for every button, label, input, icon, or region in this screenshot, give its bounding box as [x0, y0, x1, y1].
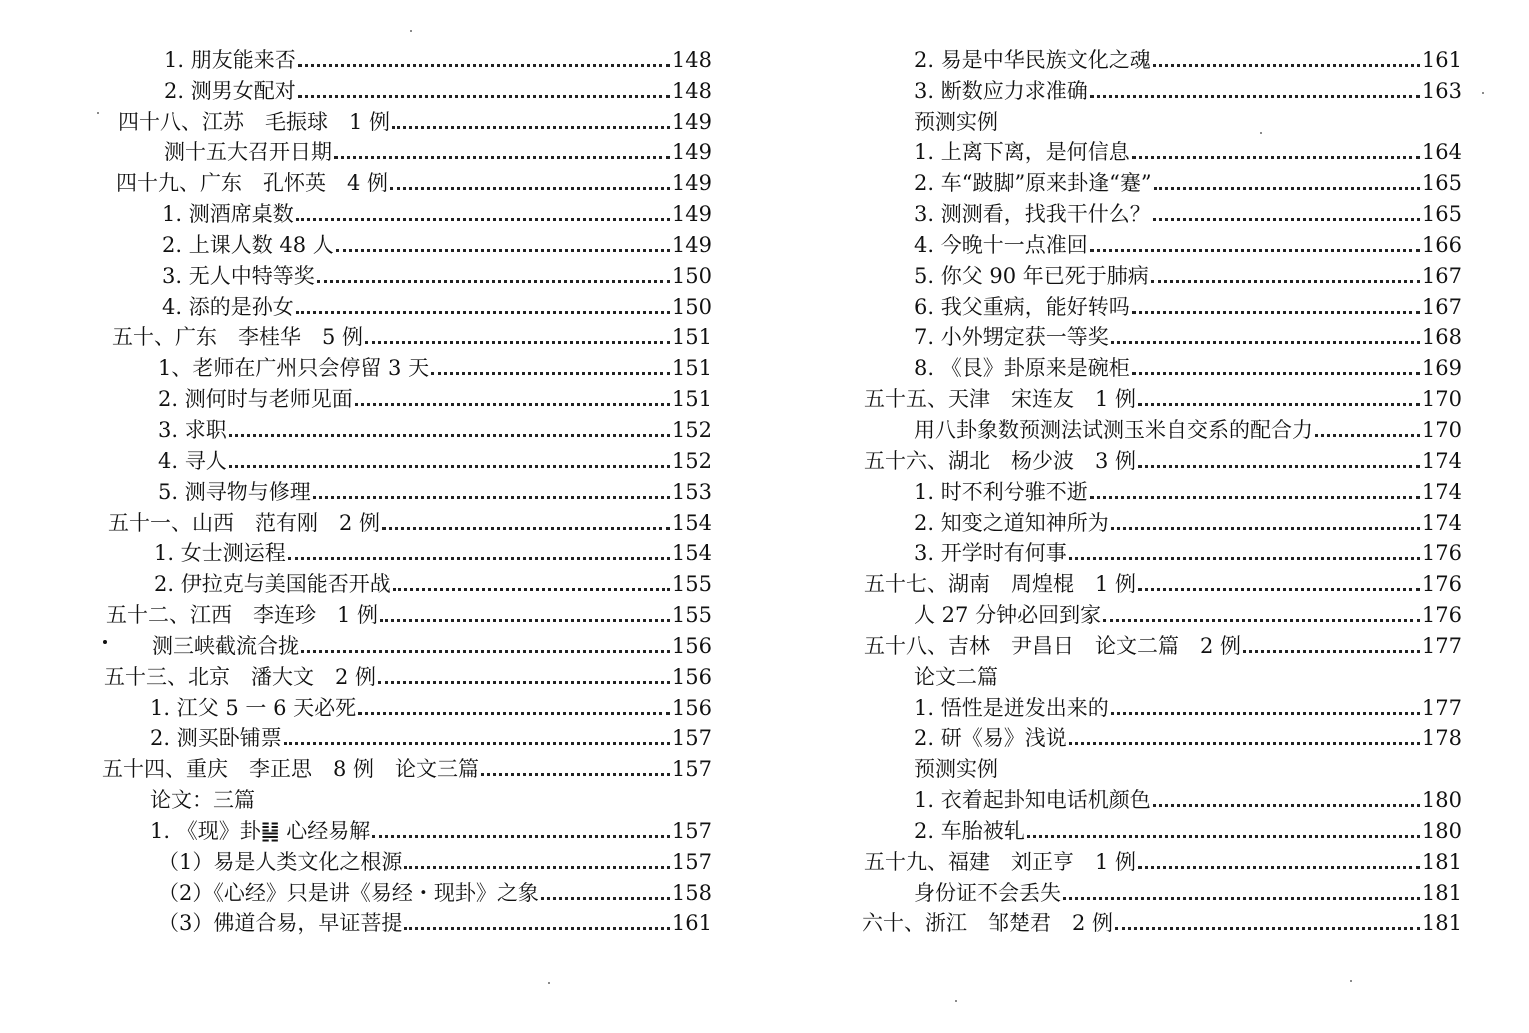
toc-entry-title: 4. 今晚十一点准回 [914, 232, 1088, 257]
toc-entry [862, 289, 1462, 320]
toc-page-number: 150 [671, 263, 712, 288]
toc-entry [862, 875, 1462, 906]
dot-leader [1111, 341, 1420, 344]
toc-page-number: 176 [1421, 541, 1462, 566]
dot-leader [372, 835, 670, 838]
toc-entry-title: 预测实例 [914, 109, 998, 134]
scan-speck [1350, 980, 1352, 982]
toc-entry-title: 六十、浙江 邹楚君 2 例 [862, 911, 1114, 936]
toc-entry [100, 875, 712, 906]
toc-entry [862, 751, 1462, 782]
toc-page-number: 151 [671, 356, 712, 381]
dot-leader [1315, 434, 1420, 437]
toc-entry [100, 135, 712, 166]
toc-entry-title: 1. 江父 5 一 6 天必死 [150, 695, 357, 720]
toc-entry [862, 782, 1462, 813]
toc-entry [100, 505, 712, 536]
toc-entry [100, 844, 712, 875]
toc-page-number: 152 [671, 448, 712, 473]
toc-page-number: 151 [671, 387, 712, 412]
toc-entry-title: 2. 伊拉克与美国能否开战 [154, 572, 391, 597]
dot-leader [1103, 619, 1420, 622]
dot-leader [301, 650, 670, 653]
toc-page-number: 149 [671, 202, 712, 227]
toc-page-number: 157 [671, 818, 712, 843]
toc-page-number: 174 [1421, 510, 1462, 535]
toc-entry [100, 350, 712, 381]
dot-leader [317, 280, 670, 283]
toc-entry [862, 227, 1462, 258]
dot-leader [1243, 650, 1420, 653]
toc-page-number: 165 [1421, 171, 1462, 196]
scan-speck [97, 112, 99, 114]
dot-leader [382, 527, 670, 530]
toc-entry [862, 443, 1462, 474]
toc-page-number: 163 [1421, 78, 1462, 103]
toc-entry-title: 五十一、山西 范有刚 2 例 [108, 510, 381, 535]
toc-entry [100, 782, 712, 813]
toc-entry [862, 258, 1462, 289]
toc-page-number: 176 [1421, 603, 1462, 628]
toc-page-number: 177 [1421, 695, 1462, 720]
toc-entry-title: 1. 女士测运程 [154, 541, 286, 566]
toc-entry [100, 104, 712, 135]
toc-entry-title: 2. 测买卧铺票 [150, 726, 282, 751]
dot-leader [1115, 927, 1420, 930]
toc-entry-title: 1. 测酒席桌数 [162, 202, 294, 227]
dot-leader [1027, 835, 1420, 838]
toc-page-number: 161 [671, 911, 712, 936]
dot-leader [393, 588, 670, 591]
toc-entry-title: 用八卦象数预测法试测玉米自交系的配合力 [914, 417, 1313, 442]
toc-page-number: 167 [1421, 294, 1462, 319]
dot-leader [1111, 527, 1420, 530]
toc-page-number: 156 [671, 695, 712, 720]
toc-page-number: 164 [1421, 140, 1462, 165]
toc-page-number: 180 [1421, 788, 1462, 813]
toc-page-number: 178 [1421, 726, 1462, 751]
dot-leader [229, 434, 670, 437]
toc-page-number: 149 [671, 171, 712, 196]
toc-entry-title: 预测实例 [914, 757, 998, 782]
toc-entry [100, 227, 712, 258]
toc-entry [862, 73, 1462, 104]
toc-entry-title: 四十九、广东 孔怀英 4 例 [116, 171, 389, 196]
toc-entry-title: 3. 无人中特等奖 [162, 263, 315, 288]
toc-page-number: 169 [1421, 356, 1462, 381]
toc-entry [100, 813, 712, 844]
toc-entry [862, 42, 1462, 73]
toc-page-number: 181 [1421, 911, 1462, 936]
toc-entry-title: 4. 寻人 [158, 448, 227, 473]
toc-page-number: 149 [671, 232, 712, 257]
toc-entry [100, 628, 712, 659]
toc-entry-title: 6. 我父重病，能好转吗 [914, 294, 1130, 319]
toc-page-number: 165 [1421, 202, 1462, 227]
scan-speck [1260, 132, 1262, 134]
dot-leader [313, 496, 670, 499]
toc-entry-title: 人 27 分钟必回到家 [914, 603, 1102, 628]
scan-speck [103, 640, 107, 644]
toc-page-number: 170 [1421, 387, 1462, 412]
dot-leader [336, 249, 670, 252]
toc-page-number: 155 [671, 603, 712, 628]
toc-entry-title: 测三峡截流合拢 [152, 633, 299, 658]
dot-leader [1090, 496, 1420, 499]
toc-entry [862, 813, 1462, 844]
toc-entry [100, 42, 712, 73]
dot-leader [390, 187, 670, 190]
toc-entry-title: 1、老师在广州只会停留 3 天 [158, 356, 430, 381]
toc-page-number: 148 [671, 47, 712, 72]
toc-entry [862, 597, 1462, 628]
toc-entry [100, 751, 712, 782]
toc-entry-title: 2. 上课人数 48 人 [162, 232, 334, 257]
dot-leader [298, 64, 670, 67]
toc-entry-title: 五十三、北京 潘大文 2 例 [104, 664, 377, 689]
toc-entry [862, 721, 1462, 752]
toc-page-number: 149 [671, 140, 712, 165]
toc-page-number: 154 [671, 510, 712, 535]
toc-entry-title: 1. 衣着起卦知电话机颜色 [914, 788, 1151, 813]
dot-leader [1132, 311, 1420, 314]
toc-entry [100, 906, 712, 937]
dot-leader [284, 742, 670, 745]
dot-leader [296, 311, 670, 314]
toc-entry-title: 身份证不会丢失 [914, 880, 1061, 905]
dot-leader [404, 927, 670, 930]
toc-page-number: 170 [1421, 417, 1462, 442]
toc-page-number: 148 [671, 78, 712, 103]
toc-entry-title: 测十五大召开日期 [164, 140, 332, 165]
toc-entry-title: 五十二、江西 李连珍 1 例 [106, 603, 379, 628]
toc-entry-title: 8. 《艮》卦原来是碗柜 [914, 356, 1130, 381]
toc-page-number: 180 [1421, 818, 1462, 843]
dot-leader [1151, 280, 1420, 283]
dot-leader [404, 866, 670, 869]
toc-page-number: 154 [671, 541, 712, 566]
toc-entry [100, 597, 712, 628]
toc-entry-title: 7. 小外甥定获一等奖 [914, 325, 1109, 350]
toc-entry-title: 五十五、天津 宋连友 1 例 [864, 387, 1137, 412]
toc-entry-title: 2. 测何时与老师见面 [158, 387, 353, 412]
toc-entry [862, 320, 1462, 351]
dot-leader [1069, 742, 1420, 745]
toc-page-number: 166 [1421, 232, 1462, 257]
toc-entry [100, 474, 712, 505]
dot-leader [541, 897, 670, 900]
toc-entry [862, 104, 1462, 135]
dot-leader [365, 341, 670, 344]
dot-leader [481, 773, 670, 776]
toc-entry-title: 2. 车胎被轧 [914, 818, 1025, 843]
toc-left-column [100, 42, 712, 936]
toc-entry [100, 659, 712, 690]
dot-leader [1153, 64, 1420, 67]
scan-speck [1482, 92, 1484, 94]
dot-leader [392, 126, 670, 129]
scan-speck [548, 982, 550, 984]
toc-entry [100, 443, 712, 474]
toc-entry [862, 906, 1462, 937]
dot-leader [288, 557, 670, 560]
toc-entry-title: 3. 断数应力求准确 [914, 78, 1088, 103]
toc-entry-title: 2. 测男女配对 [164, 78, 296, 103]
toc-page-number: 174 [1421, 479, 1462, 504]
dot-leader [298, 95, 670, 98]
toc-entry [100, 381, 712, 412]
dot-leader [431, 372, 670, 375]
toc-entry-title: （1）易是人类文化之根源 [158, 849, 403, 874]
dot-leader [1132, 372, 1420, 375]
toc-page-number: 150 [671, 294, 712, 319]
dot-leader [1153, 804, 1420, 807]
toc-entry [862, 412, 1462, 443]
toc-entry-title: 3. 求职 [158, 417, 227, 442]
toc-entry-title: 2. 知变之道知神所为 [914, 510, 1109, 535]
toc-entry [100, 165, 712, 196]
toc-entry-title: 2. 车“跛脚”原来卦逢“蹇” [914, 171, 1152, 196]
dot-leader [1069, 557, 1420, 560]
toc-entry [862, 690, 1462, 721]
toc-entry [862, 566, 1462, 597]
toc-page-number: 157 [671, 726, 712, 751]
toc-page-number: 167 [1421, 263, 1462, 288]
toc-entry-title: 4. 添的是孙女 [162, 294, 294, 319]
toc-page-number: 153 [671, 479, 712, 504]
dot-leader [1138, 403, 1420, 406]
toc-entry-title: 五十八、吉林 尹昌日 论文二篇 2 例 [864, 633, 1242, 658]
toc-entry [862, 536, 1462, 567]
toc-entry-title: 五十七、湖南 周煌棍 1 例 [864, 572, 1137, 597]
toc-entry-title: 论文二篇 [914, 664, 998, 689]
dot-leader [1090, 95, 1420, 98]
dot-leader [1090, 249, 1420, 252]
toc-page-number: 168 [1421, 325, 1462, 350]
toc-page-number: 157 [671, 849, 712, 874]
toc-entry-title: 五十、广东 李桂华 5 例 [112, 325, 364, 350]
toc-page-number: 151 [671, 325, 712, 350]
toc-page-number: 155 [671, 572, 712, 597]
toc-entry [862, 165, 1462, 196]
toc-entry-title: 1. 时不利兮骓不逝 [914, 479, 1088, 504]
dot-leader [355, 403, 670, 406]
toc-entry-title: 1. 悟性是迸发出来的 [914, 695, 1109, 720]
toc-entry-title: 论文：三篇 [150, 788, 255, 813]
toc-page-number: 156 [671, 664, 712, 689]
toc-page-number: 161 [1421, 47, 1462, 72]
dot-leader [1138, 588, 1420, 591]
dot-leader [1138, 465, 1420, 468]
toc-entry [862, 474, 1462, 505]
toc-entry-title: 5. 测寻物与修理 [158, 479, 311, 504]
toc-entry [862, 844, 1462, 875]
dot-leader [229, 465, 670, 468]
toc-page-number: 149 [671, 109, 712, 134]
toc-page-number: 156 [671, 633, 712, 658]
toc-entry [100, 536, 712, 567]
dot-leader [296, 218, 670, 221]
toc-entry [100, 196, 712, 227]
toc-entry [862, 135, 1462, 166]
scan-speck [410, 30, 412, 32]
toc-entry-title: 1. 朋友能来否 [164, 47, 296, 72]
dot-leader [1153, 218, 1420, 221]
toc-page-number: 177 [1421, 633, 1462, 658]
toc-entry [100, 258, 712, 289]
toc-page-number: 181 [1421, 849, 1462, 874]
dot-leader [380, 619, 670, 622]
toc-entry-title: 五十四、重庆 李正思 8 例 论文三篇 [102, 757, 480, 782]
dot-leader [1154, 187, 1420, 190]
dot-leader [378, 681, 670, 684]
toc-entry [100, 690, 712, 721]
toc-entry [862, 350, 1462, 381]
dot-leader [1132, 156, 1420, 159]
toc-entry-title: 1. 上离下离，是何信息 [914, 140, 1130, 165]
toc-entry-title: 五十九、福建 刘正亨 1 例 [864, 849, 1137, 874]
toc-entry [100, 289, 712, 320]
toc-entry-title: （2）《心经》只是讲《易经・现卦》之象 [158, 880, 539, 905]
toc-entry [100, 566, 712, 597]
toc-page-number: 152 [671, 417, 712, 442]
toc-entry-title: 2. 易是中华民族文化之魂 [914, 47, 1151, 72]
dot-leader [334, 156, 670, 159]
toc-entry-title: 1. 《现》卦䷭ 心经易解 [150, 818, 371, 843]
toc-entry [862, 381, 1462, 412]
toc-entry [100, 721, 712, 752]
toc-entry-title: 2. 研《易》浅说 [914, 726, 1067, 751]
toc-page-number: 157 [671, 757, 712, 782]
toc-entry [100, 412, 712, 443]
dot-leader [358, 712, 670, 715]
toc-page-number: 181 [1421, 880, 1462, 905]
scan-speck [955, 1000, 957, 1002]
toc-entry-title: 3. 开学时有何事 [914, 541, 1067, 566]
toc-page-number: 158 [671, 880, 712, 905]
toc-entry [862, 628, 1462, 659]
toc-page-number: 176 [1421, 572, 1462, 597]
toc-entry [100, 73, 712, 104]
toc-entry-title: 5. 你父 90 年已死于肺病 [914, 263, 1149, 288]
toc-entry-title: 五十六、湖北 杨少波 3 例 [864, 448, 1137, 473]
dot-leader [1111, 712, 1420, 715]
toc-entry [862, 659, 1462, 690]
toc-entry [100, 320, 712, 351]
toc-entry-title: 四十八、江苏 毛振球 1 例 [118, 109, 391, 134]
toc-entry-title: 3. 测测看，找我干什么？ [914, 202, 1151, 227]
toc-entry [862, 196, 1462, 227]
toc-right-column [862, 42, 1462, 936]
dot-leader [1063, 897, 1420, 900]
dot-leader [1138, 866, 1420, 869]
toc-entry [862, 505, 1462, 536]
toc-entry-title: （3）佛道合易，早证菩提 [158, 911, 403, 936]
toc-page-number: 174 [1421, 448, 1462, 473]
